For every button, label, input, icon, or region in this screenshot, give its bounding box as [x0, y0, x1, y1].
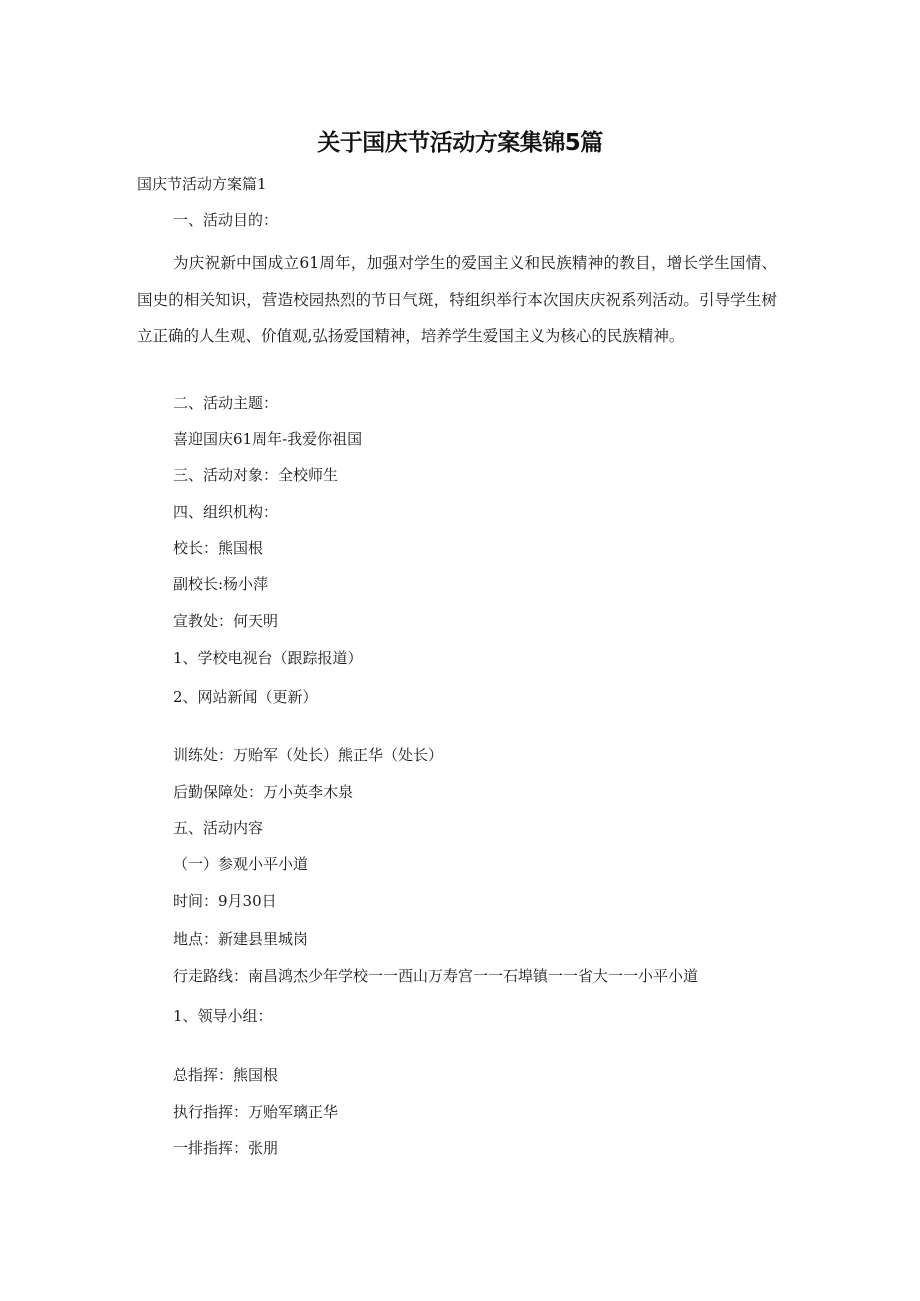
- list-item-tv: 1、学校电视台（跟踪报道）: [173, 649, 363, 667]
- principal-text: 校长：熊国根: [173, 539, 264, 557]
- logistics-text: 后勤保障处：万小英李木泉: [173, 783, 354, 801]
- place-text: 地点：新建县里城岗: [173, 930, 309, 948]
- document-title: 关于国庆节活动方案集锦5篇: [317, 130, 603, 156]
- theme-text: 喜迎国庆61周年-我爱你祖国: [173, 430, 363, 448]
- list-item-news: 2、网站新闻（更新）: [173, 688, 318, 706]
- purpose-paragraph: 为庆祝新中国成立61周年，加强对学生的爱国主义和民族精神的教目，增长学生国情、国史的相关知识，营造校园热烈的节日气斑，特组织举行本次国庆庆祝系列活动。引导学生树立正确的人生观、价值观,弘扬爱国精神，培养学生爱国主义为核心的民族精神。: [137, 254, 777, 345]
- vice-principal-text: 副校长:杨小萍: [173, 575, 269, 593]
- chief-commander-text: 总指挥：熊国根: [173, 1066, 279, 1084]
- route-text: 行走路线：南昌鸿杰少年学校一一西山万寿宫一一石埠镇一一省大一一小平小道: [173, 967, 699, 985]
- training-text: 训练处：万贻军（处长）熊正华（处长）: [173, 746, 444, 764]
- section-subtitle: 国庆节活动方案篇1: [137, 175, 267, 193]
- time-text: 时间：9月30日: [173, 892, 277, 910]
- heading-content: 五、活动内容: [173, 819, 264, 837]
- subheading-visit: （一）参观小平小道: [173, 855, 309, 873]
- participants-text: 三、活动对象：全校师生: [173, 466, 339, 484]
- heading-theme: 二、活动主题：: [173, 394, 279, 412]
- heading-purpose: 一、活动目的：: [173, 211, 279, 229]
- publicity-text: 宣教处：何天明: [173, 612, 279, 630]
- row-commander-text: 一排指挥：张朋: [173, 1139, 279, 1157]
- exec-commander-text: 执行指挥：万贻军璃正华: [173, 1103, 339, 1121]
- heading-organization: 四、组织机构：: [173, 503, 279, 521]
- leader-group-heading: 1、领导小组：: [173, 1007, 273, 1025]
